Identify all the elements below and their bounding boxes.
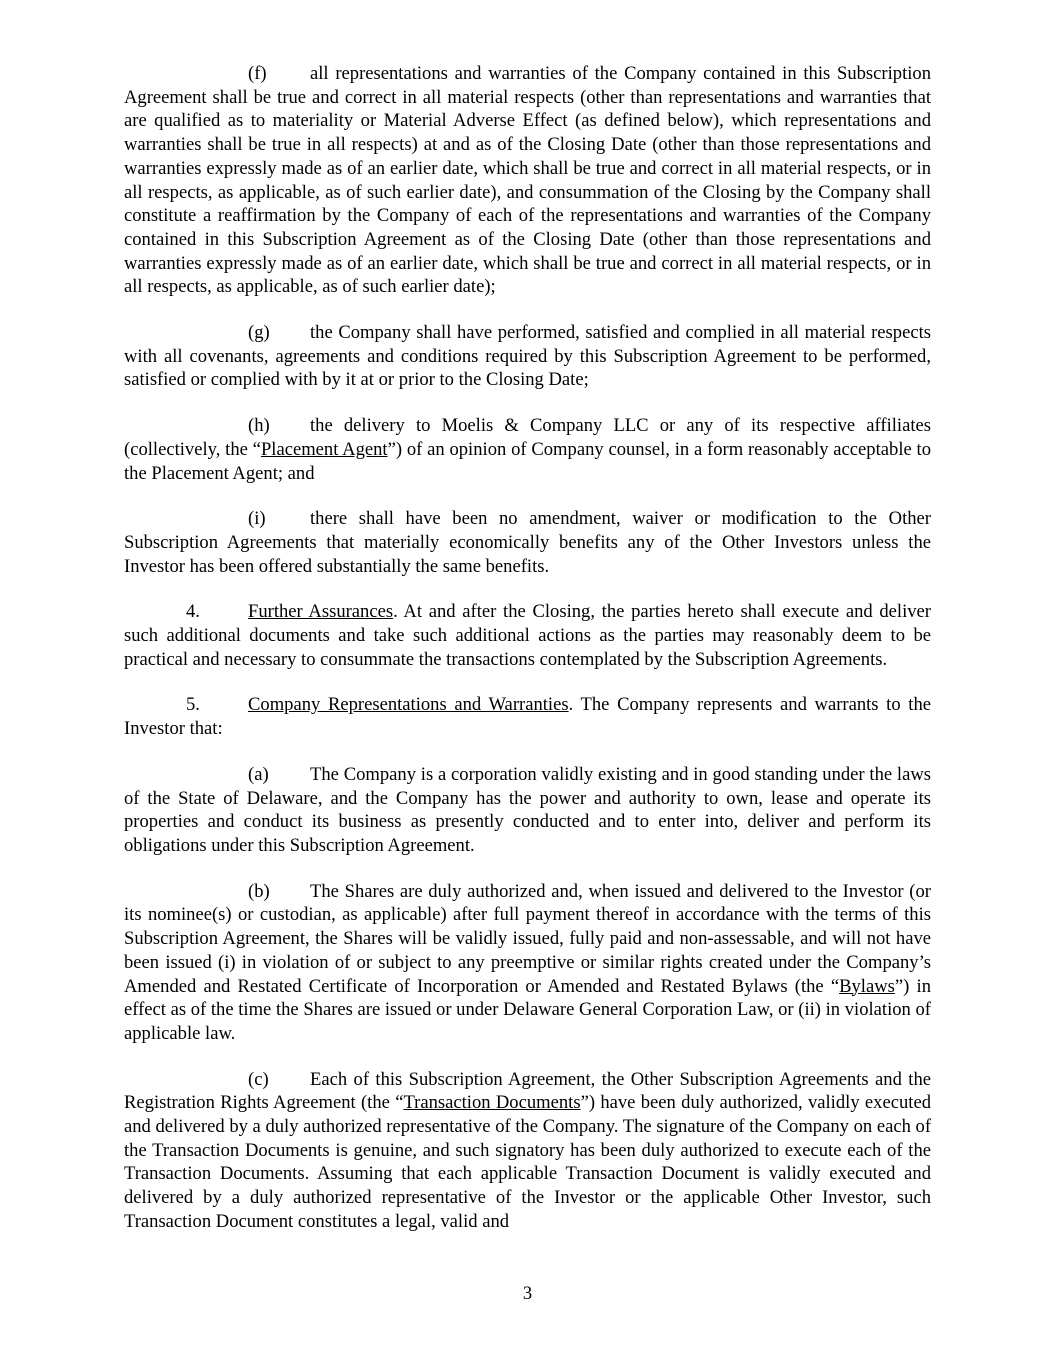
defined-term-placement-agent: Placement Agent [260,438,388,460]
paragraph-text: The Shares are duly authorized and, when issued and delivered to the Investor (or its nominee(s) or custodian, as applicable) after full payment thereof in accordance with the terms of this Subscription Agreement, the Shares will be validly issued, fully paid and non-assessable, and will not have been issued (i) in violation of or subject to any preemptive or similar rights created under the Company’s Amended and Restated Certificate of Incorporation or Amended and Restated Bylaws (the “ [124,880,931,997]
paragraph-g [124,321,931,392]
paragraph-label: (c) [248,1068,269,1090]
paragraph-text: ”) in effect as of the time the Shares are issued or under Delaware General Corporation Law, or (ii) in violation of applicable law. [124,975,931,1044]
paragraph-c [124,1068,931,1234]
paragraph-text: the delivery to Moelis & Company LLC or any of its respective affiliates (collectively, the “ [124,415,931,460]
paragraph-b [124,880,931,1046]
paragraph-label: (i) [248,508,266,530]
document-page [124,62,931,1234]
defined-term-bylaws: Bylaws [839,975,895,997]
paragraph-label: (g) [248,322,270,344]
paragraph-f [124,62,931,299]
paragraph-text: all representations and warranties of the Company contained in this Subscription Agreement shall be true and correct in all material respects (other than representations and warranties that are qualified as to materiality or Material Adverse Effect (as defined below), which representations and warranties shall be true in all respects) at and as of the Closing Date (other than those representations and warranties expressly made as of an earlier date, which shall be true and correct in all material respects, or in all respects, as applicable, as of such earlier date), and consummation of the Closing by the Company shall constitute a reaffirmation by the Company of each of the representations and warranties of the Company contained in this Subscription Agreement as of the Closing Date (other than those representations and warranties expressly made as of an earlier date, which shall be true and correct in all material respects, or in all respects, as applicable, as of such earlier date); [124,63,931,298]
section-4-further-assurances [124,600,931,671]
page-number: 3 [522,1283,533,1304]
paragraph-i [124,507,931,578]
paragraph-text: there shall have been no amendment, waiver or modification to the Other Subscription Agreements that materially economically benefits any of the Other Investors unless the Investor has been offered substantially the same benefits. [124,508,931,577]
section-number: 5. [186,694,200,716]
paragraph-text: ”) have been duly authorized, validly executed and delivered by a duly authorized representative of the Company. The signature of the Company on each of the Transaction Documents is genuine, and such signatory has been duly authorized to execute each of the Transaction Documents. Assuming that each applicable Transaction Document is validly executed and delivered by a duly authorized representative of the Investor or the applicable Other Investor, such Transaction Document constitutes a legal, valid and [124,1092,932,1232]
paragraph-text: . The Company represents and warrants to the Investor that: [124,694,932,740]
section-heading: Company Representations and Warranties [248,694,569,716]
paragraph-text: The Company is a corporation validly existing and in good standing under the laws of the State of Delaware, and the Company has the power and authority to own, lease and operate its properties and conduct its business as presently conducted and to enter into, deliver and perform its obligations under this Subscription Agreement. [124,763,931,856]
paragraph-label: (b) [248,880,270,902]
paragraph-a [124,763,931,858]
section-5-company-representations [124,693,931,740]
paragraph-text: . At and after the Closing, the parties hereto shall execute and deliver such additional documents and take such additional actions as the parties may reasonably deem to be practical and necessary to consummate the transactions contemplated by the Subscription Agreements. [124,601,932,670]
paragraph-text: the Company shall have performed, satisfied and complied in all material respects with all covenants, agreements and conditions required by this Subscription Agreement to be performed, satisfied or complied with by it at or prior to the Closing Date; [124,322,931,391]
paragraph-label: (h) [248,415,270,437]
paragraph-label: (a) [248,763,269,785]
paragraph-text: ”) of an opinion of Company counsel, in a form reasonably acceptable to the Placement Agent; and [124,438,931,484]
paragraph-label: (f) [248,63,267,84]
paragraph-h [124,414,931,485]
paragraph-text: Each of this Subscription Agreement, the Other Subscription Agreements and the Registration Rights Agreement (the “ [124,1068,931,1114]
section-heading: Further Assurances [248,601,394,623]
section-number: 4. [186,601,200,623]
defined-term-transaction-documents: Transaction Documents [403,1092,581,1114]
